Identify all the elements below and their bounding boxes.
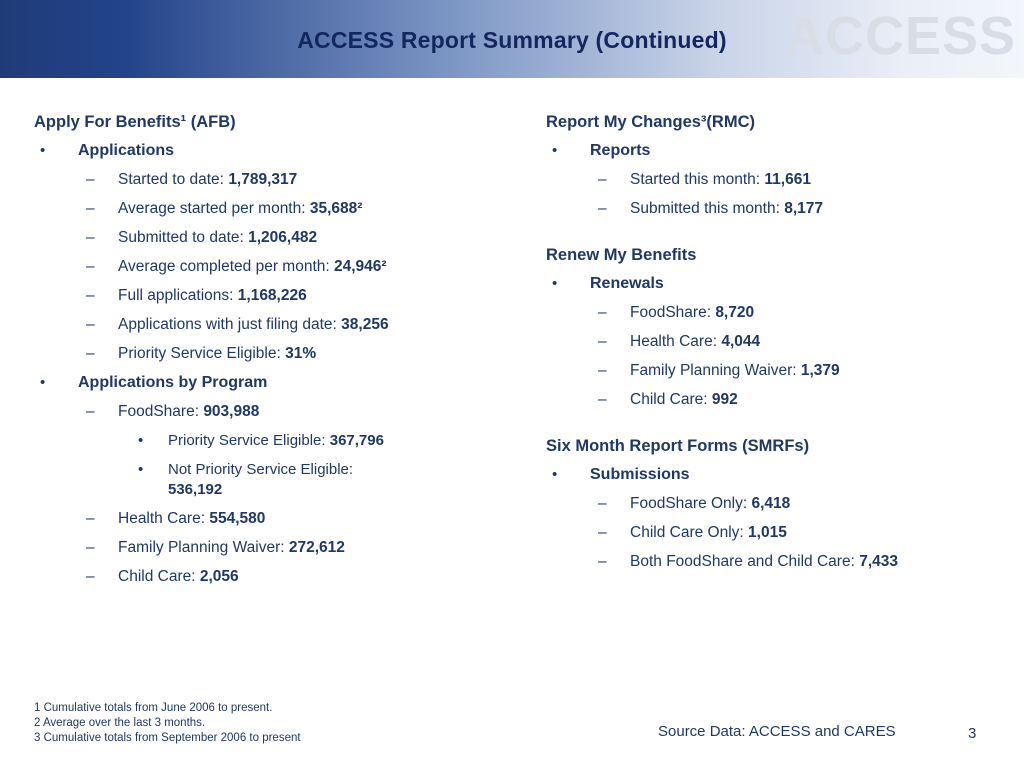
item-value: 6,418 <box>751 495 791 512</box>
item-label: Family Planning Waiver: <box>630 362 797 379</box>
item-value: 4,044 <box>721 333 761 350</box>
item-value: 992 <box>711 391 738 408</box>
item-label: Health Care: <box>630 333 718 350</box>
bullet-level2-icon: – <box>598 200 607 217</box>
list-item <box>546 332 1006 352</box>
right-column <box>546 112 1006 581</box>
bullet-level2-icon: – <box>86 200 95 217</box>
item-label: Child Care: <box>630 391 708 408</box>
list-item <box>546 199 1006 219</box>
item-label: Submitted to date: <box>118 229 244 246</box>
item-label: Not Priority Service Eligible: <box>168 461 354 478</box>
item-value: 367,796 <box>329 432 384 449</box>
list-item <box>546 303 1006 323</box>
list-item <box>34 286 534 306</box>
access-logo <box>785 6 1016 66</box>
item-value: 8,720 <box>715 304 755 321</box>
page-number: 3 <box>968 725 977 742</box>
item-value: 1,379 <box>800 362 840 379</box>
item-label: FoodShare: <box>630 304 711 321</box>
renew-renewals-label: • Renewals <box>552 275 664 292</box>
bullet-level1-icon: • <box>40 142 46 159</box>
bullet-level2-icon: – <box>86 403 95 420</box>
item-value: 11,661 <box>764 171 811 188</box>
bullet-level1-icon: • <box>40 374 46 391</box>
list-item <box>34 402 534 422</box>
item-label: Full applications: <box>118 287 234 304</box>
page-title: ACCESS Report Summary (Continued) <box>297 27 727 53</box>
bullet-level2-icon: – <box>598 524 607 541</box>
bullet-level2-icon: – <box>86 539 95 556</box>
bullet-level3-icon: • <box>138 432 144 449</box>
item-label: Priority Service Eligible: <box>168 432 326 449</box>
bullet-level2-icon: – <box>86 345 95 362</box>
item-label: Health Care: <box>118 510 206 527</box>
bullet-level2-icon: – <box>86 229 95 246</box>
left-column <box>34 112 534 596</box>
rmc-heading: Report My Changes³(RMC) <box>546 113 755 131</box>
item-label: Average completed per month: <box>118 258 330 275</box>
bullet-level2-icon: – <box>86 287 95 304</box>
list-item <box>34 315 534 335</box>
list-item <box>34 344 534 364</box>
item-label: Submitted this month: <box>630 200 780 217</box>
list-item <box>34 257 534 277</box>
item-value: 1,015 <box>748 524 787 541</box>
item-label: Average started per month: <box>118 200 306 217</box>
item-label: Child Care Only: <box>630 524 744 541</box>
item-label: Started this month: <box>630 171 761 188</box>
bullet-level2-icon: – <box>86 568 95 585</box>
list-item <box>546 361 1006 381</box>
list-item <box>34 199 534 219</box>
list-item <box>546 390 1006 410</box>
smrf-submissions-label: • Submissions <box>552 466 690 483</box>
list-item <box>34 460 534 500</box>
bullet-level1-icon: • <box>552 275 558 292</box>
footnotes <box>34 701 301 746</box>
item-value: 35,688² <box>309 200 363 217</box>
slide-header <box>0 0 1024 78</box>
renew-heading: Renew My Benefits <box>546 246 697 264</box>
list-item <box>34 170 534 190</box>
rmc-reports-label: • Reports <box>552 142 651 159</box>
item-value: 7,433 <box>859 553 898 570</box>
list-item <box>34 509 534 529</box>
list-item <box>34 228 534 248</box>
item-value: 2,056 <box>199 568 239 585</box>
list-item <box>546 494 1006 514</box>
item-label: Family Planning Waiver: <box>118 539 285 556</box>
bullet-level2-icon: – <box>86 510 95 527</box>
bullet-level1-icon: • <box>552 142 558 159</box>
access-logo-text: ACCESS <box>784 6 1016 66</box>
item-value: 38,256 <box>341 316 389 333</box>
item-value: 24,946² <box>333 258 387 275</box>
source-data-label: Source Data: ACCESS and CARES <box>658 723 896 740</box>
afb-heading: Apply For Benefits¹ (AFB) <box>34 113 236 131</box>
item-value: 31% <box>285 345 317 362</box>
item-value: 1,168,226 <box>237 287 307 304</box>
item-value: 903,988 <box>203 403 260 420</box>
afb-applications-label: • Applications <box>40 142 175 159</box>
item-label: FoodShare Only: <box>630 495 748 512</box>
bullet-level2-icon: – <box>598 304 607 321</box>
bullet-level2-icon: – <box>598 495 607 512</box>
item-label: Both FoodShare and Child Care: <box>630 553 855 570</box>
smrf-heading: Six Month Report Forms (SMRFs) <box>546 437 810 455</box>
bullet-level2-icon: – <box>598 391 607 408</box>
bullet-level2-icon: – <box>598 333 607 350</box>
footnote-1: 1 Cumulative totals from June 2006 to present. <box>34 702 273 714</box>
list-item <box>34 567 534 587</box>
list-item <box>546 170 1006 190</box>
bullet-level1-icon: • <box>552 466 558 483</box>
list-item <box>546 523 1006 543</box>
item-value: 554,580 <box>209 510 266 527</box>
bullet-level2-icon: – <box>598 171 607 188</box>
item-label: Started to date: <box>118 171 224 188</box>
afb-by-program-label: • Applications by Program <box>40 374 268 391</box>
item-value: 1,206,482 <box>248 229 318 246</box>
item-value: 1,789,317 <box>228 171 298 188</box>
bullet-level2-icon: – <box>598 553 607 570</box>
item-label: FoodShare: <box>118 403 199 420</box>
footnote-2: 2 Average over the last 3 months. <box>34 717 206 729</box>
footnote-3: 3 Cumulative totals from September 2006 to present <box>34 732 301 744</box>
list-item <box>546 552 1006 572</box>
item-value: 8,177 <box>784 200 824 217</box>
list-item <box>34 431 534 451</box>
item-value: 536,192 <box>168 481 223 498</box>
item-label: Priority Service Eligible: <box>118 345 281 362</box>
bullet-level2-icon: – <box>86 171 95 188</box>
bullet-level3-icon: • <box>138 461 144 478</box>
item-label: Child Care: <box>118 568 196 585</box>
bullet-level2-icon: – <box>86 316 95 333</box>
bullet-level2-icon: – <box>86 258 95 275</box>
list-item <box>34 538 534 558</box>
item-label: Applications with just filing date: <box>118 316 337 333</box>
bullet-level2-icon: – <box>598 362 607 379</box>
item-value: 272,612 <box>288 539 345 556</box>
